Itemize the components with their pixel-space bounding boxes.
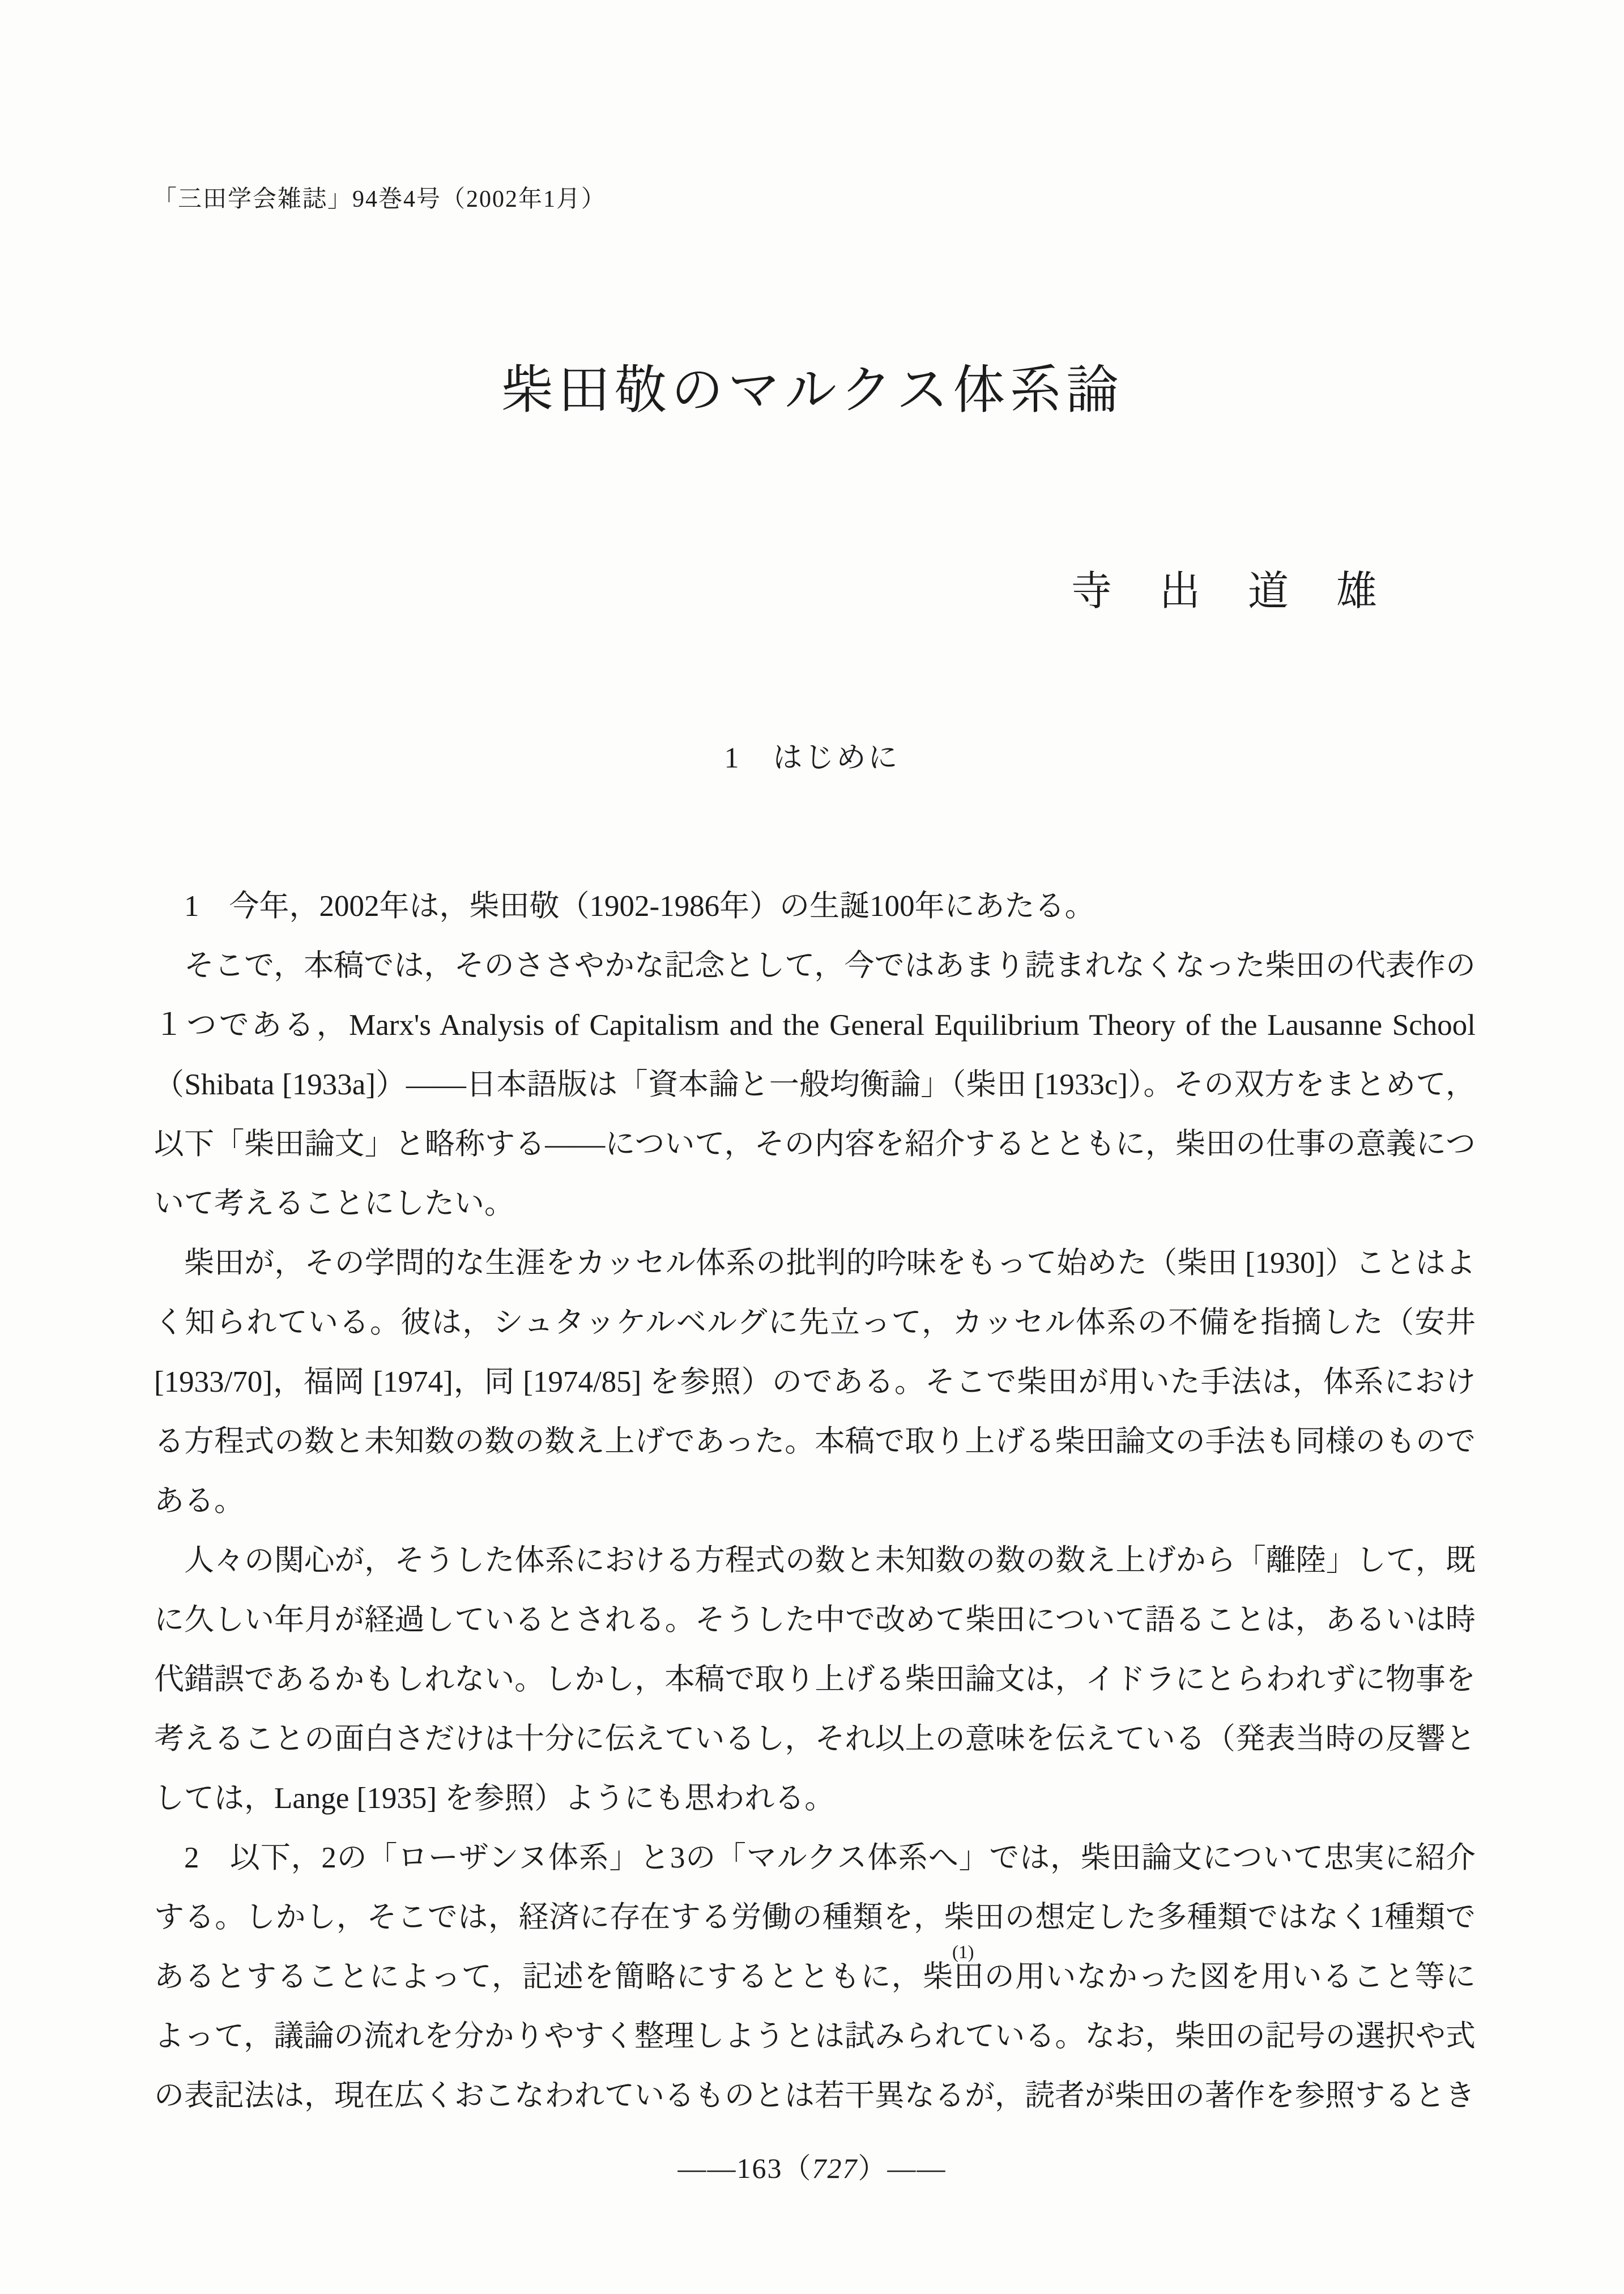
footer-page-number-italic: 727 [812,2152,858,2184]
section-heading: 1 はじめに [724,742,900,774]
paragraph-5-text-continued: 柴田の用いなかった図を用いること等によって，議論の流れを分かりやすく整理しようとは試みられている。なお，柴田の記号の選択や式の表記法は，現在広くおこなわれているものとは若干異なるが，読者が柴田の著作を参照するとき [154,1960,1476,2112]
footer-page-number-left: ――163（ [677,2152,812,2184]
paragraph-1: 1 今年，2002年は，柴田敬（1902-1986年）の生誕100年にあたる。 [184,890,1095,923]
paragraph-2: そこで，本稿では，そのささやかな記念として，今ではあまり読まれなくなった柴田の代表作の１つである，Marx's Analysis of Capitalism and the General Equilibrium Theory of the Lausanne School（Shibata [1933a]）――日本語版は「資本論と一般均衡論」（柴田 [1933c]）。その双方をまとめて，以下「柴田論文」と略称する――について，その内容を紹介するとともに，柴田の仕事の意義について考えることにしたい。 [154,949,1476,1220]
paragraph-5-text: 2 以下，2の「ローザンヌ体系」と3の「マルクス体系へ」では，柴田論文について忠実に紹介する。しかし，そこでは，経済に存在する労働の種類を，柴田の想定した多種類ではなく1種類であるとすることによって，記述を簡略にするとともに， [154,1841,1476,1993]
paragraph-3: 柴田が，その学問的な生涯をカッセル体系の批判的吟味をもって始めた（柴田 [1930]）ことはよく知られている。彼は，シュタッケルベルグに先立って，カッセル体系の不備を指摘した（安井 [1933/70]，福岡 [1974]，同 [1974/85] を参照）のである。そこで柴田が用いた手法は，体系における方程式の数と未知数の数の数え上げであった。本稿で取り上げる柴田論文の手法も同様のものである。 [154,1247,1476,1517]
article-body [154,877,1476,2126]
footer-page-number-right: ）―― [858,2152,947,2184]
journal-header: 「三田学会雑誌」94巻4号（2002年1月） [153,186,607,212]
article-title: 柴田敬のマルクス体系論 [501,361,1123,419]
author-name: 寺 出 道 雄 [1071,569,1380,614]
paragraph-5: 2 以下，2の「ローザンヌ体系」と3の「マルクス体系へ」では，柴田論文について忠実に紹介する。しかし，そこでは，経済に存在する労働の種類を，柴田の想定した多種類ではなく1種類であるとすることによって，記述を簡略にするとともに，$^{(1)}$柴田の用いなかった図を用いること等によって，議論の流れを分かりやすく整理しようとは試みられている。なお，柴田の記号の選択や式の表記法は，現在広くおこなわれているものとは若干異なるが，読者が柴田の著作を参照するとき [154,1841,1476,2112]
page-footer [0,2146,1624,2186]
paragraph-4: 人々の関心が，そうした体系における方程式の数と未知数の数の数え上げから「離陸」して，既に久しい年月が経過しているとされる。そうした中で改めて柴田について語ることは，あるいは時代錯誤であるかもしれない。しかし，本稿で取り上げる柴田論文は，イドラにとらわれずに物事を考えることの面白さだけは十分に伝えているし，それ以上の意味を伝えている（発表当時の反響としては，Lange [1935] を参照）ようにも思われる。 [154,1544,1476,1815]
